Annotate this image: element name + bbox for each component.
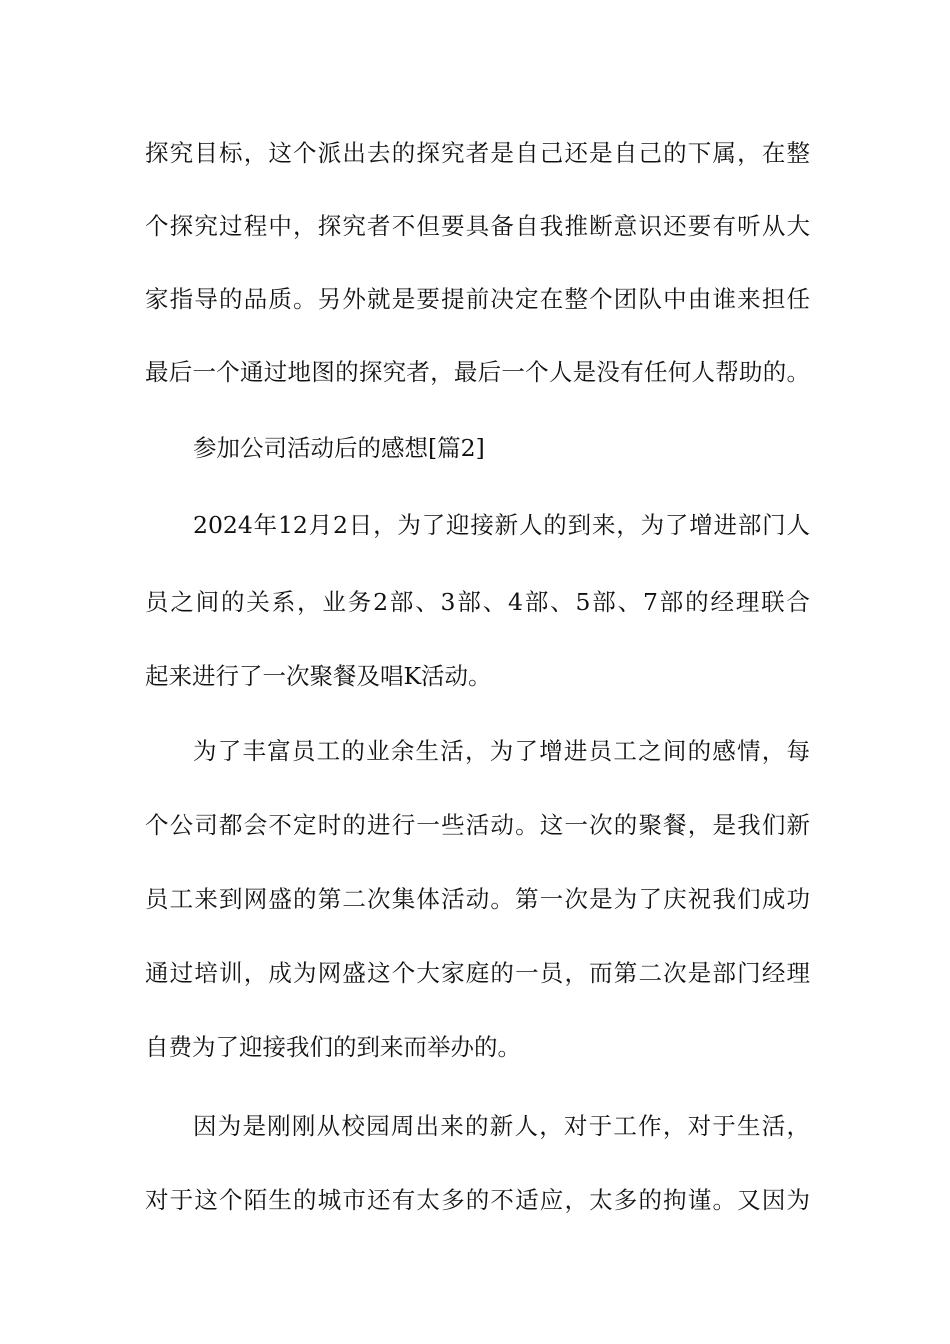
paragraph-3-line-5: 自费为了迎接我们的到来而举办的。 (145, 1033, 521, 1061)
paragraph-2-line-2: 员之间的关系，业务2部、3部、4部、5部、7部的经理联合 (145, 588, 810, 616)
paragraph-2-line-1: 2024年12月2日，为了迎接新人的到来，为了增进部门人 (193, 511, 810, 539)
paragraph-2-line-3: 起来进行了一次聚餐及唱K活动。 (145, 662, 492, 690)
paragraph-3-line-3: 员工来到网盛的第二次集体活动。第一次是为了庆祝我们成功 (145, 885, 810, 913)
paragraph-1-line-1: 探究目标，这个派出去的探究者是自己还是自己的下属，在整 (145, 139, 810, 167)
paragraph-4-line-1: 因为是刚刚从校园周出来的新人，对于工作，对于生活， (193, 1112, 810, 1140)
paragraph-1-line-4: 最后一个通过地图的探究者，最后一个人是没有任何人帮助的。 (145, 358, 810, 386)
paragraph-1-line-2: 个探究过程中，探究者不但要具备自我推断意识还要有听从大 (145, 212, 810, 240)
paragraph-4-line-2: 对于这个陌生的城市还有太多的不适应，太多的拘谨。又因为 (145, 1186, 810, 1214)
section-heading: 参加公司活动后的感想[篇2] (193, 434, 485, 462)
paragraph-3-line-4: 通过培训，成为网盛这个大家庭的一员，而第二次是部门经理 (145, 959, 810, 987)
paragraph-3-line-1: 为了丰富员工的业余生活，为了增进员工之间的感情，每 (193, 737, 810, 765)
paragraph-3-line-2: 个公司都会不定时的进行一些活动。这一次的聚餐，是我们新 (145, 811, 810, 839)
paragraph-1-line-3: 家指导的品质。另外就是要提前决定在整个团队中由谁来担任 (145, 285, 810, 313)
